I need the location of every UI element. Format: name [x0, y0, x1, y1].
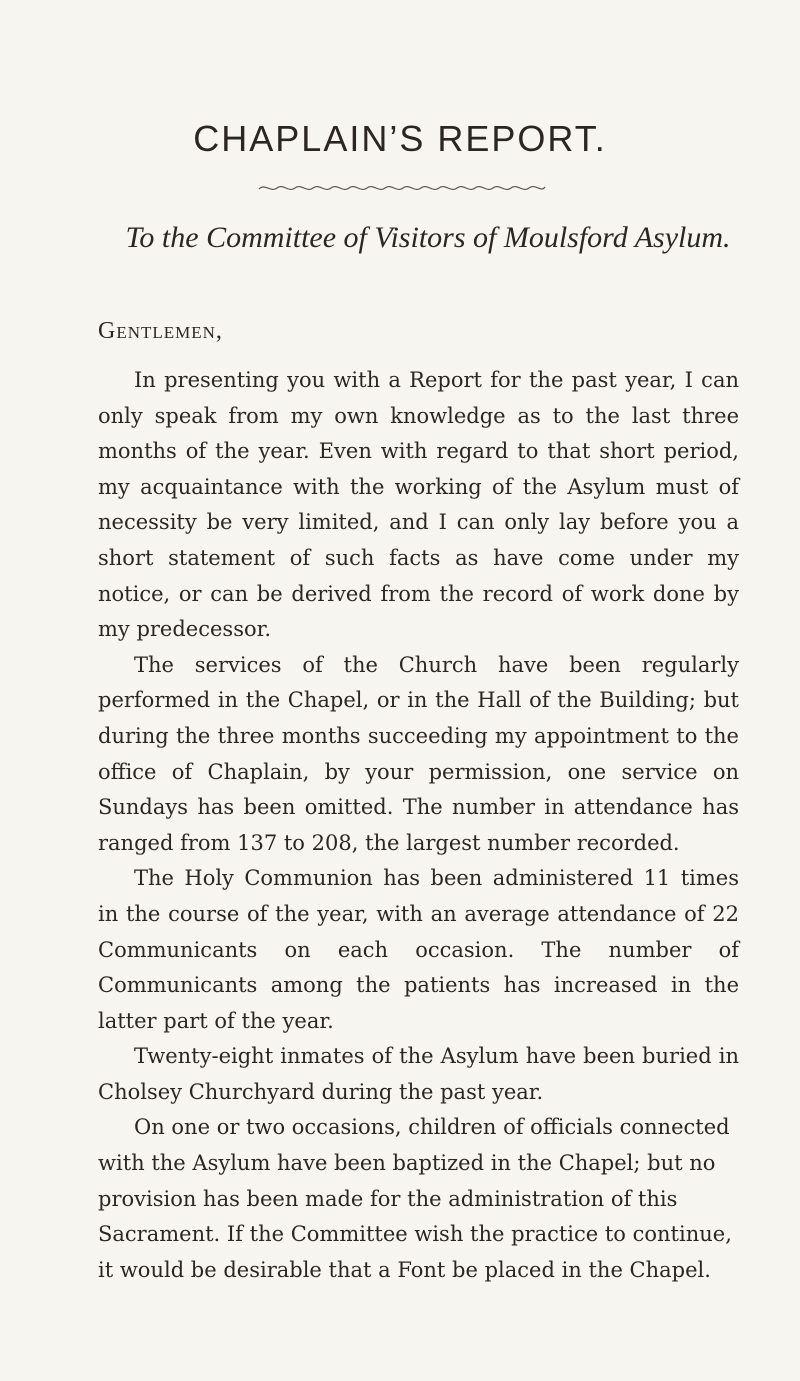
paragraph-baptisms: On one or two occasions, children of officials connected with the Asylum have been baptized in the Chapel; but no provision has been made for the administration of this Sacrament. If the Committee wish the practice to continue, it would be desirable that a Font be placed in the Chapel.	[98, 1115, 732, 1282]
paragraph-burials: Twenty-eight inmates of the Asylum have been buried in Cholsey Churchyard during the past year.	[98, 1044, 739, 1104]
report-title: CHAPLAIN’S REPORT.	[193, 118, 607, 159]
address-heading: To the Committee of Visitors of Moulsford Asylum.	[125, 221, 731, 254]
paragraph-presenting: In presenting you with a Report for the past year, I can only speak from my own knowledge as to the last three months of the year. Even with regard to that short period, my acquaintance with the working of the Asylum must of necessity be very limited, and I can only lay before you a short statement of such facts as have come under my notice, or can be derived from the record of work done by my predecessor.	[98, 368, 739, 642]
report-body	[98, 363, 739, 1288]
wavy-rule-ornament	[257, 181, 547, 195]
paragraph-services: The services of the Church have been regularly performed in the Chapel, or in the Hall of the Building; but during the three months succeeding my appointment to the office of Chaplain, by your permission, one service on Sundays has been omitted. The number in attendance has ranged from 137 to 208, the largest number recorded.	[98, 652, 739, 855]
salutation: Gentlemen,	[98, 318, 223, 344]
paragraph-communion: The Holy Communion has been administered 11 times in the course of the year, with an average attendance of 22 Communicants on each occasion. The number of Communicants among the patients has increased in the latter part of the year.	[98, 866, 739, 1033]
